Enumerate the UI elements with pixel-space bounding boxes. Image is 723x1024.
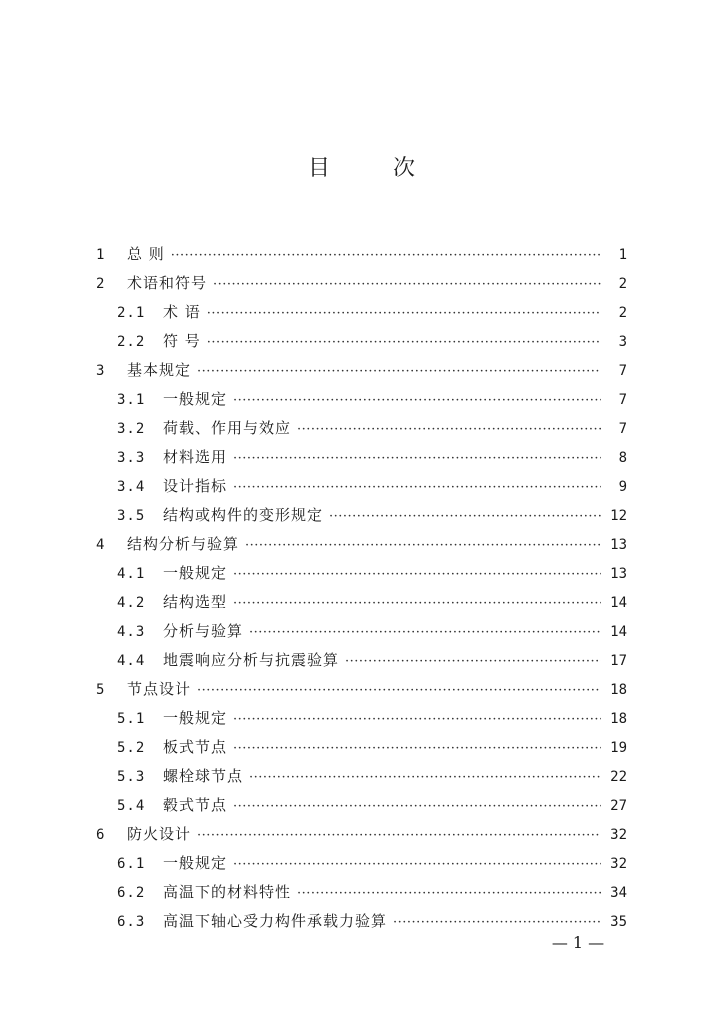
toc-entry-number: 3.3 (117, 450, 146, 466)
toc-entry-number: 2.1 (117, 305, 146, 321)
dot-leader (207, 328, 601, 357)
toc-entry-page: 32 (610, 827, 627, 843)
toc-entry-page: 34 (610, 885, 627, 901)
toc-entry[interactable] (96, 762, 627, 791)
table-of-contents (96, 240, 627, 936)
toc-entry-label: 结构选型 (163, 593, 228, 611)
toc-entry[interactable] (96, 675, 627, 704)
dot-leader (197, 357, 601, 386)
toc-entry-label: 毂式节点 (163, 796, 228, 814)
toc-entry-label: 结构或构件的变形规定 (163, 506, 324, 524)
toc-entry[interactable] (96, 588, 627, 617)
toc-entry-number: 2.2 (117, 334, 146, 350)
toc-entry-number: 3.2 (117, 421, 146, 437)
dot-leader (233, 386, 601, 415)
toc-entry-label: 术语和符号 (127, 274, 208, 292)
toc-entry-page: 7 (618, 392, 627, 408)
toc-entry-number: 6.3 (117, 914, 146, 930)
toc-entry[interactable] (96, 878, 627, 907)
toc-entry-number: 3 (96, 363, 106, 379)
dot-leader (297, 415, 601, 444)
toc-entry-page: 2 (618, 276, 627, 292)
toc-entry[interactable] (96, 704, 627, 733)
toc-entry-label: 总 则 (127, 245, 165, 263)
toc-entry-number: 5.2 (117, 740, 146, 756)
page-title: 目 次 (308, 156, 443, 181)
toc-entry-label: 一般规定 (163, 564, 228, 582)
dot-leader (249, 618, 601, 647)
toc-entry-number: 6.1 (117, 856, 146, 872)
toc-entry-number: 2 (96, 276, 106, 292)
toc-entry-label: 术 语 (163, 303, 201, 321)
toc-entry-number: 4.1 (117, 566, 146, 582)
toc-entry-label: 高温下轴心受力构件承载力验算 (163, 912, 388, 930)
toc-entry-number: 1 (96, 247, 106, 263)
dot-leader (197, 821, 601, 850)
dot-leader (233, 473, 601, 502)
toc-entry-label: 荷载、作用与效应 (163, 419, 292, 437)
toc-entry-page: 32 (610, 856, 627, 872)
toc-entry-label: 结构分析与验算 (127, 535, 240, 553)
dot-leader (249, 763, 601, 792)
toc-entry-number: 3.1 (117, 392, 146, 408)
toc-entry-number: 4.2 (117, 595, 146, 611)
toc-entry-number: 6.2 (117, 885, 146, 901)
toc-entry[interactable] (96, 559, 627, 588)
toc-entry-number: 4.4 (117, 653, 146, 669)
dot-leader (233, 444, 601, 473)
toc-entry-page: 3 (618, 334, 627, 350)
dot-leader (233, 560, 601, 589)
toc-entry-label: 高温下的材料特性 (163, 883, 292, 901)
toc-entry[interactable] (96, 733, 627, 762)
toc-entry-label: 设计指标 (163, 477, 228, 495)
toc-entry[interactable] (96, 820, 627, 849)
toc-entry-label: 地震响应分析与抗震验算 (163, 651, 340, 669)
toc-entry-page: 7 (618, 421, 627, 437)
toc-entry-page: 2 (618, 305, 627, 321)
dot-leader (197, 676, 601, 705)
toc-entry-number: 6 (96, 827, 106, 843)
toc-entry-label: 基本规定 (127, 361, 192, 379)
toc-entry[interactable] (96, 327, 627, 356)
toc-entry-number: 5.1 (117, 711, 146, 727)
dot-leader (329, 502, 601, 531)
toc-entry-label: 节点设计 (127, 680, 192, 698)
toc-entry-label: 板式节点 (163, 738, 228, 756)
dot-leader (233, 705, 601, 734)
toc-entry-number: 3.4 (117, 479, 146, 495)
toc-entry[interactable] (96, 269, 627, 298)
toc-entry[interactable] (96, 472, 627, 501)
toc-entry-page: 1 (618, 247, 627, 263)
toc-entry-page: 19 (610, 740, 627, 756)
toc-entry[interactable] (96, 617, 627, 646)
toc-entry-label: 防火设计 (127, 825, 192, 843)
toc-entry[interactable] (96, 240, 627, 269)
dot-leader (213, 270, 601, 299)
dot-leader (233, 850, 601, 879)
toc-entry[interactable] (96, 501, 627, 530)
dot-leader (233, 589, 601, 618)
toc-entry-number: 5.4 (117, 798, 146, 814)
dot-leader (297, 879, 601, 908)
toc-entry[interactable] (96, 791, 627, 820)
toc-entry-page: 7 (618, 363, 627, 379)
toc-entry[interactable] (96, 385, 627, 414)
toc-entry-page: 17 (610, 653, 627, 669)
toc-entry[interactable] (96, 298, 627, 327)
toc-entry-number: 5.3 (117, 769, 146, 785)
dot-leader (207, 299, 601, 328)
toc-entry[interactable] (96, 849, 627, 878)
toc-entry[interactable] (96, 646, 627, 675)
toc-entry-page: 27 (610, 798, 627, 814)
toc-entry-number: 3.5 (117, 508, 146, 524)
dot-leader (171, 241, 601, 270)
dot-leader (233, 792, 601, 821)
toc-entry-number: 4 (96, 537, 106, 553)
toc-entry-label: 一般规定 (163, 390, 228, 408)
toc-entry-page: 12 (610, 508, 627, 524)
toc-entry[interactable] (96, 530, 627, 559)
toc-entry-page: 8 (618, 450, 627, 466)
dot-leader (233, 734, 601, 763)
toc-entry[interactable] (96, 443, 627, 472)
toc-entry[interactable] (96, 414, 627, 443)
toc-entry-page: 18 (610, 711, 627, 727)
toc-entry-page: 22 (610, 769, 627, 785)
toc-entry-label: 一般规定 (163, 709, 228, 727)
toc-entry-number: 4.3 (117, 624, 146, 640)
toc-entry-page: 35 (610, 914, 627, 930)
dot-leader (345, 647, 601, 676)
toc-entry-page: 13 (610, 537, 627, 553)
toc-entry-page: 14 (610, 624, 627, 640)
toc-entry-label: 符 号 (163, 332, 201, 350)
toc-entry-number: 5 (96, 682, 106, 698)
dot-leader (245, 531, 601, 560)
page-number-footer: — 1 — (551, 933, 605, 952)
toc-entry-label: 材料选用 (163, 448, 228, 466)
toc-entry-page: 14 (610, 595, 627, 611)
toc-entry-label: 螺栓球节点 (163, 767, 244, 785)
toc-entry-label: 分析与验算 (163, 622, 244, 640)
toc-entry-page: 18 (610, 682, 627, 698)
toc-entry-page: 13 (610, 566, 627, 582)
toc-entry-page: 9 (618, 479, 627, 495)
toc-entry-label: 一般规定 (163, 854, 228, 872)
toc-entry[interactable] (96, 356, 627, 385)
